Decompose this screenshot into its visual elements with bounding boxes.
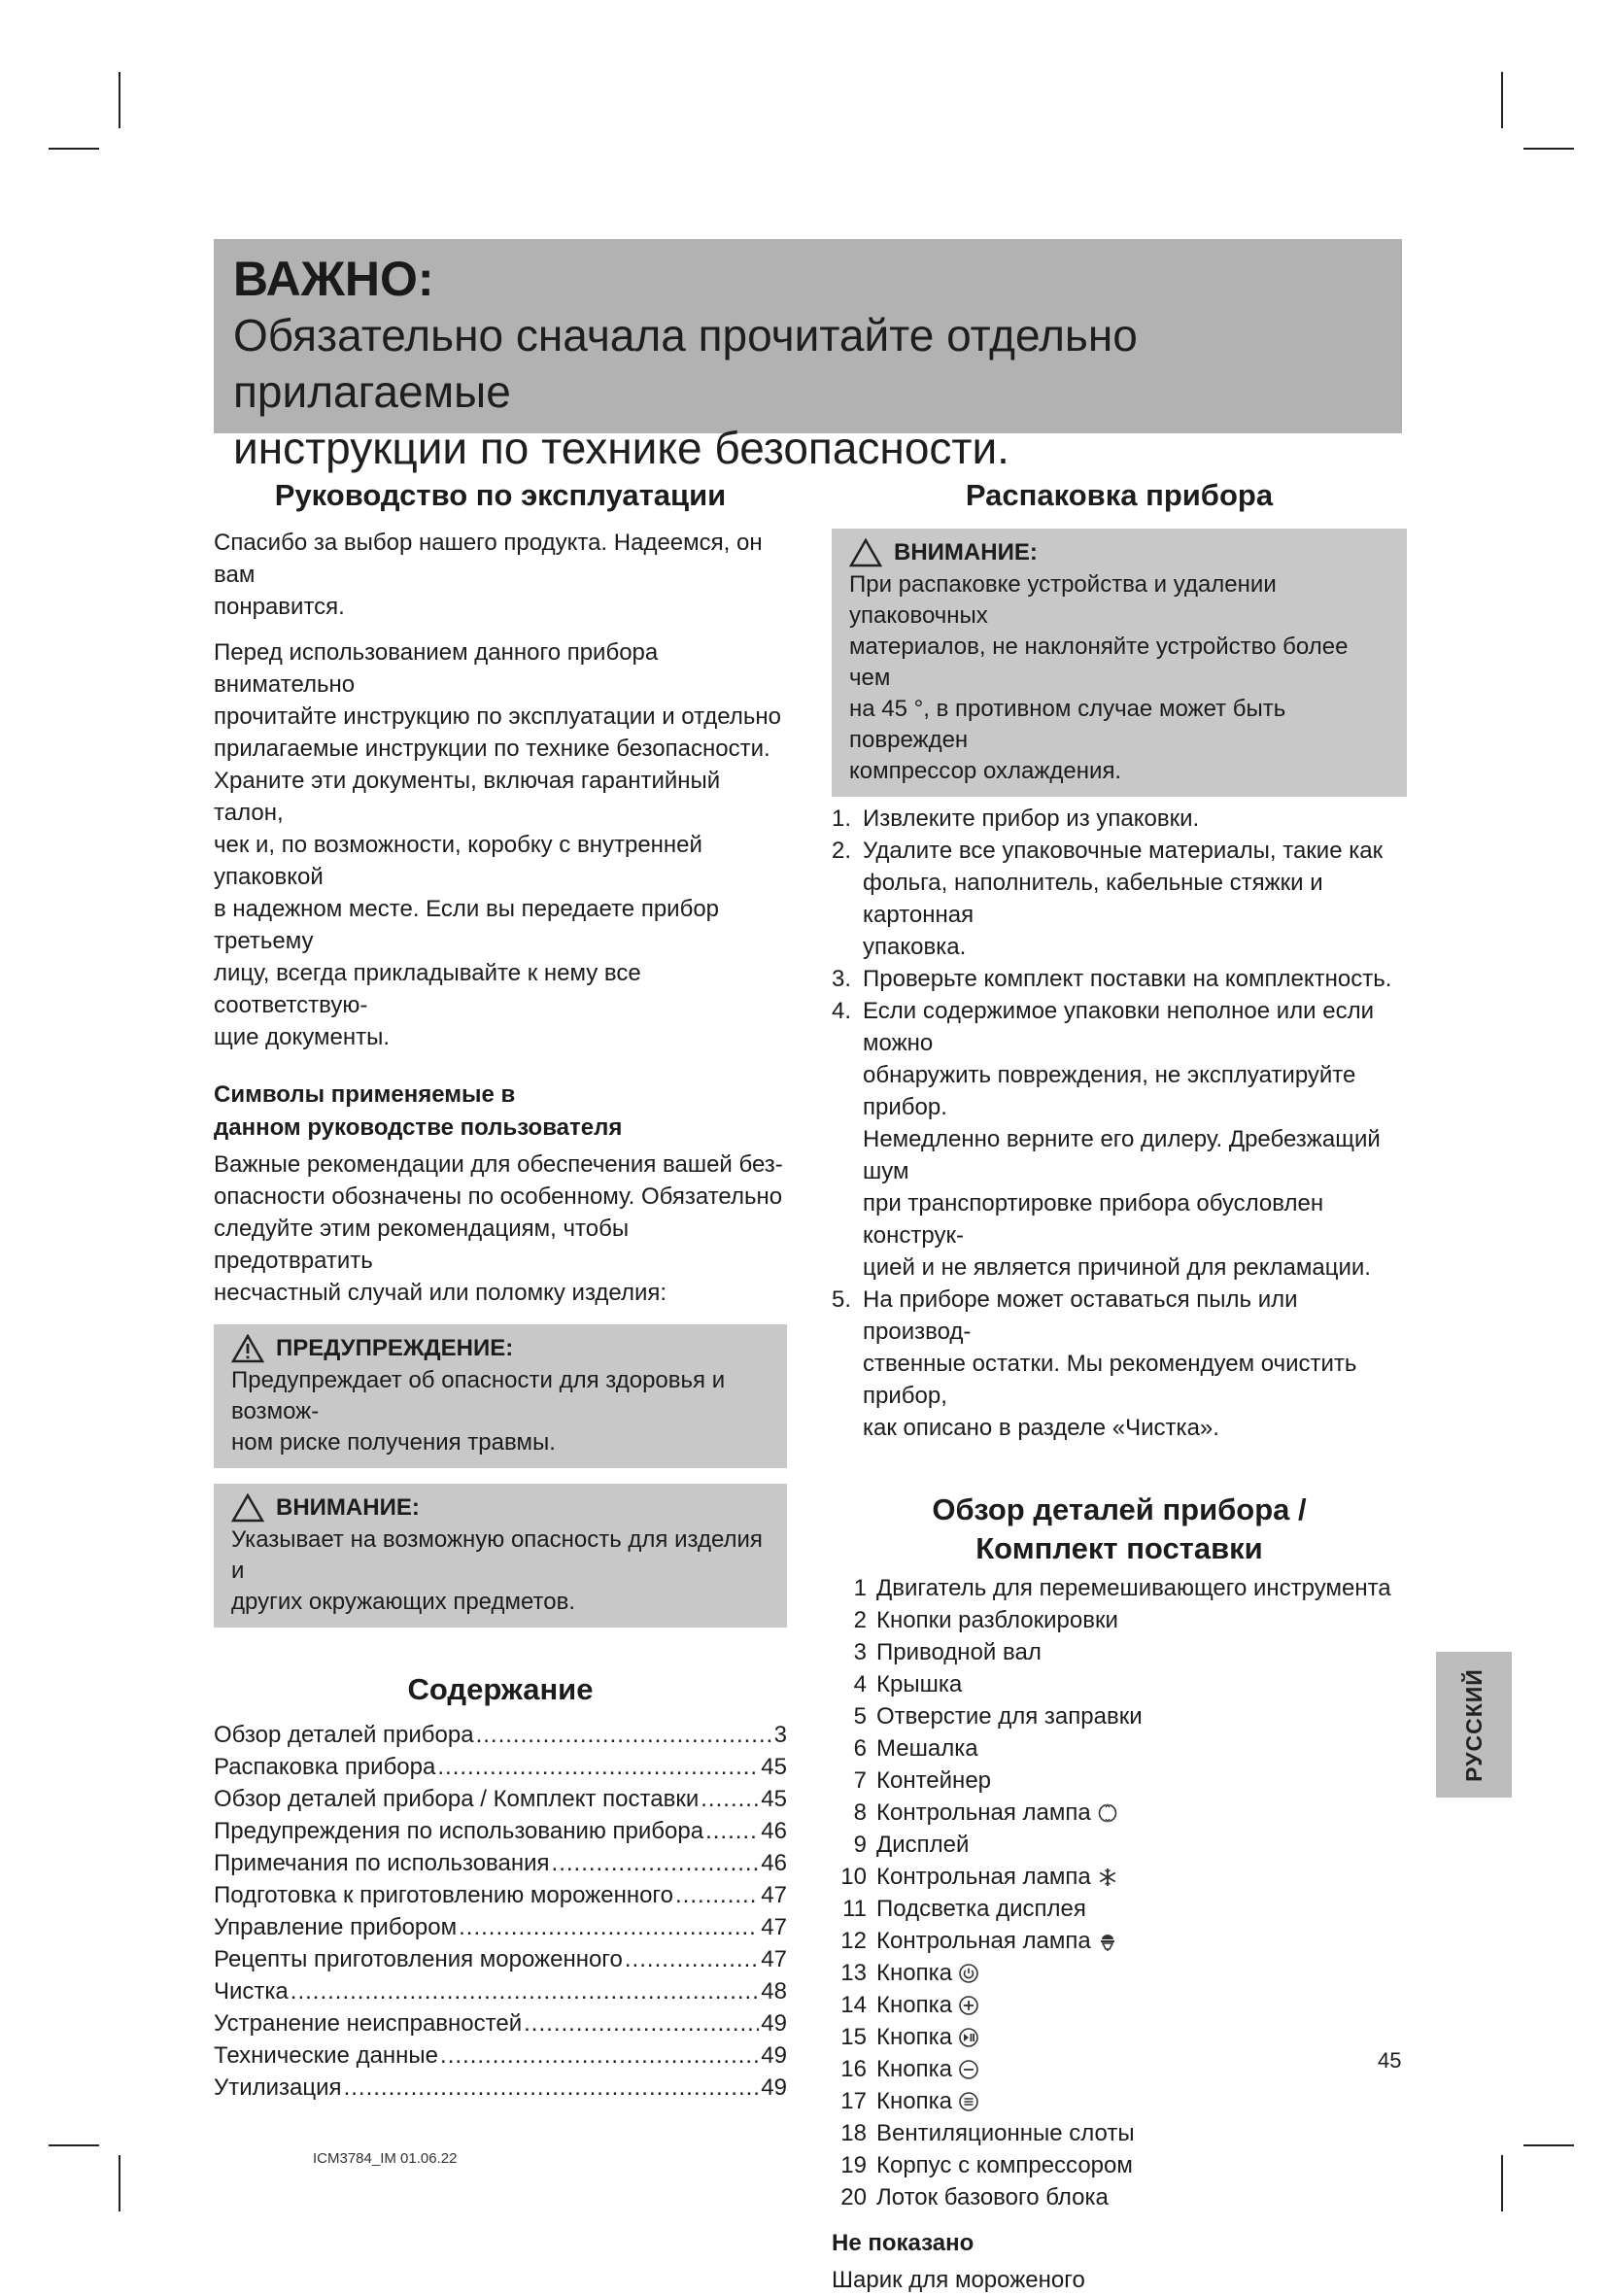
minus-circle-icon (958, 2059, 979, 2080)
text-line: несчастный случай или поломку изделия: (214, 1280, 667, 1306)
not-shown-heading: Не показано (832, 2230, 974, 2256)
toc-entry[interactable]: Обзор деталей прибора ..... 3 (214, 1719, 787, 1751)
text-line: Перед использованием данного прибора внимательно (214, 639, 659, 698)
text-line: чек и, по возможности, коробку с внутренней упаковкой (214, 832, 702, 890)
warning-note-body (231, 1365, 769, 1458)
list-item: 14 Кнопка (832, 1989, 1407, 2021)
list-item: 6 Мешалка (853, 1735, 978, 1762)
toc-entry[interactable]: Чистка ..... 48 (214, 1975, 787, 2007)
toc-entry[interactable]: Распаковка прибора ..... 45 (214, 1751, 787, 1783)
list-item: 4 Крышка (853, 1671, 963, 1697)
language-tab (1436, 1652, 1512, 1798)
crop-mark (49, 2144, 99, 2146)
footer-document-code: ICM3784_IM 01.06.22 (313, 2150, 458, 2167)
text-line: следуйте этим рекомендациям, чтобы предотвратить (214, 1216, 630, 1274)
caution-note (214, 1484, 787, 1628)
important-banner (214, 239, 1402, 473)
parts-title (832, 1491, 1407, 1568)
banner-title: ВАЖНО: (233, 252, 434, 306)
list-item: 9 Дисплей (853, 1832, 970, 1858)
unpacking-note-label: ВНИМАНИЕ: (894, 539, 1038, 565)
text-line: понравится. (214, 594, 345, 620)
text-line: Указывает на возможную опасность для изделия и (231, 1526, 763, 1584)
snowflake-icon (1097, 1867, 1118, 1888)
list-item: 8 Контрольная лампа (832, 1797, 1407, 1829)
ice-cream-icon (1097, 1931, 1118, 1952)
list-item: 2. Удалите все упаковочные материалы, такие как фольга, наполнитель, кабельные стяжки и картонная упаковка. (832, 838, 1384, 960)
banner-line: инструкции по технике безопасности. (233, 423, 1009, 473)
text-line: Обзор деталей прибора / (932, 1492, 1307, 1526)
menu-circle-icon (958, 2091, 979, 2112)
text-line: лицу, всегда прикладывайте к нему все соответствую- (214, 960, 641, 1018)
text-line: данном руководстве пользователя (214, 1114, 623, 1141)
page-number: 45 (1378, 2048, 1402, 2073)
caution-triangle-icon (849, 538, 882, 567)
banner-line: Обязательно сначала прочитайте отдельно прилагаемые (233, 310, 1138, 417)
unpacking-note-heading (849, 538, 1389, 567)
crop-mark (1501, 72, 1503, 128)
table-of-contents (214, 1719, 787, 2104)
language-tab-label: РУССКИЙ (1460, 1667, 1487, 1782)
instructions-paragraph (214, 636, 787, 1053)
plus-circle-icon (958, 1995, 979, 2016)
list-item: 1. Извлеките прибор из упаковки. (832, 805, 1200, 832)
toc-entry[interactable]: Управление прибором ..... 47 (214, 1911, 787, 1943)
text-line: Предупреждает об опасности для здоровья и возмож- (231, 1367, 726, 1424)
list-item: 2 Кнопки разблокировки (853, 1607, 1118, 1633)
text-line: опасности обозначены по особенному. Обязательно (214, 1183, 783, 1210)
list-item: 16 Кнопка (832, 2053, 1407, 2085)
list-item: 4. Если содержимое упаковки неполное или если можно обнаружить повреждения, не эксплуатируйте прибор. Немедленно верните его дилеру. Дребезжащий шум при транспортировке прибора обусловлен конструк- цией и не является причиной для рекламации. (832, 998, 1381, 1281)
left-column (214, 476, 787, 2104)
list-item: 19 Корпус с компрессором (840, 2152, 1133, 2178)
text-line: Комплект поставки (975, 1531, 1263, 1565)
warning-note-heading (231, 1334, 769, 1363)
text-line: ном риске получения травмы. (231, 1429, 556, 1456)
manual-title: Руководство по эксплуатации (274, 478, 727, 512)
text-line: материалов, не наклоняйте устройство более чем (849, 634, 1349, 691)
toc-entry[interactable]: Обзор деталей прибора / Комплект поставки ..... 45 (214, 1783, 787, 1815)
list-item: 5. На приборе может оставаться пыль или производ- ственные остатки. Мы рекомендуем очистить прибор, как описано в разделе «Чистка». (832, 1286, 1357, 1441)
crop-mark (119, 72, 120, 128)
toc-entry[interactable]: Предупреждения по использованию прибора ..... 46 (214, 1815, 787, 1847)
text-line: Храните эти документы, включая гарантийный талон, (214, 768, 721, 826)
list-item: 12 Контрольная лампа (832, 1925, 1407, 1957)
list-item: 5 Отверстие для заправки (853, 1703, 1143, 1730)
toc-entry[interactable]: Подготовка к приготовлению мороженного ..... 47 (214, 1879, 787, 1911)
caution-note-label: ВНИМАНИЕ: (276, 1494, 420, 1521)
list-item: 7 Контейнер (853, 1767, 992, 1794)
list-item: 10 Контрольная лампа (832, 1861, 1407, 1893)
power-icon (958, 1963, 979, 1984)
unpacking-caution-note (832, 529, 1407, 797)
text-line: других окружающих предметов. (231, 1589, 576, 1615)
text-line: прилагаемые инструкции по технике безопасности. (214, 736, 770, 762)
caution-note-body (231, 1525, 769, 1618)
warning-note (214, 1324, 787, 1468)
list-item: 18 Вентиляционные слоты (840, 2120, 1135, 2146)
text-line: щие документы. (214, 1024, 391, 1050)
list-item: 13 Кнопка (832, 1957, 1407, 1989)
symbols-paragraph (214, 1148, 787, 1309)
symbols-heading (214, 1079, 787, 1145)
toc-entry[interactable]: Примечания по использования ..... 46 (214, 1847, 787, 1879)
unpacking-steps (832, 803, 1407, 1444)
list-item: 11 Подсветка дисплея (842, 1896, 1086, 1922)
intro-paragraph (214, 527, 787, 623)
text-line: прочитайте инструкцию по эксплуатации и отдельно (214, 703, 781, 730)
unpacking-title: Распаковка прибора (965, 478, 1274, 512)
crop-mark (119, 2155, 120, 2211)
list-item: 15 Кнопка (832, 2021, 1407, 2053)
text-line: на 45 °, в противном случае может быть поврежден (849, 696, 1286, 753)
right-column (832, 476, 1407, 2296)
text-line: в надежном месте. Если вы передаете прибор третьему (214, 896, 720, 954)
text-line: Символы применяемые в (214, 1081, 516, 1108)
parts-list (832, 1572, 1407, 2213)
crop-mark (1523, 148, 1574, 150)
text-line: При распаковке устройства и удалении упаковочных (849, 571, 1277, 629)
not-shown-item: Шарик для мороженого (832, 2267, 1085, 2293)
warning-triangle-icon (231, 1334, 264, 1363)
stir-icon (1097, 1802, 1118, 1824)
warning-note-label: ПРЕДУПРЕЖДЕНИЕ: (276, 1335, 514, 1361)
toc-entry[interactable]: Рецепты приготовления мороженного ..... 47 (214, 1943, 787, 1975)
crop-mark (49, 148, 99, 150)
list-item: 3. Проверьте комплект поставки на комплектность. (832, 966, 1392, 992)
toc-entry[interactable]: Утилизация ..... 49 (214, 2072, 787, 2104)
list-item: 17 Кнопка (832, 2085, 1407, 2117)
crop-mark (1501, 2155, 1503, 2211)
unpacking-note-body (849, 569, 1389, 787)
caution-triangle-icon (231, 1493, 264, 1523)
caution-note-heading (231, 1493, 769, 1523)
list-item: 1 Двигатель для перемешивающего инструмента (853, 1575, 1391, 1601)
text-line: компрессор охлаждения. (849, 758, 1122, 784)
list-item: 3 Приводной вал (853, 1639, 1042, 1665)
contents-title: Содержание (407, 1672, 594, 1706)
text-line: Важные рекомендации для обеспечения вашей без- (214, 1151, 783, 1178)
list-item: 20 Лоток базового блока (840, 2184, 1109, 2210)
play-pause-icon (958, 2027, 979, 2048)
toc-entry[interactable]: Устранение неисправностей ..... 49 (214, 2007, 787, 2039)
text-line: Спасибо за выбор нашего продукта. Надеемся, он вам (214, 530, 763, 588)
crop-mark (1523, 2144, 1574, 2146)
toc-entry[interactable]: Технические данные ..... 49 (214, 2039, 787, 2072)
